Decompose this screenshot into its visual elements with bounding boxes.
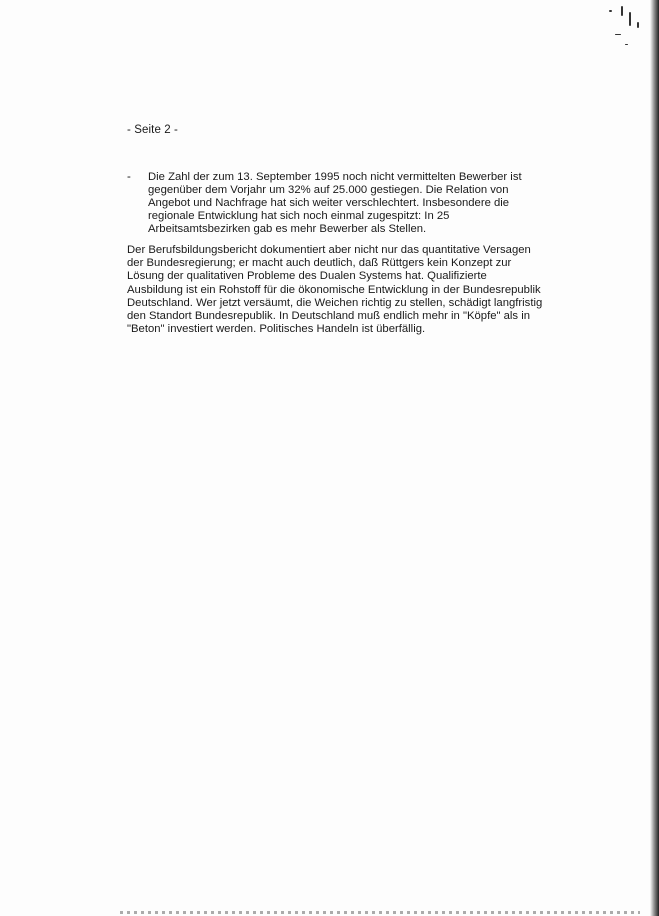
text-line: den Standort Bundesrepublik. In Deutschland muß endlich mehr in "Köpfe" als in xyxy=(127,310,531,323)
text-line: "Beton" investiert werden. Politisches Handeln ist überfällig. xyxy=(127,323,426,336)
text-line: regionale Entwicklung hat sich noch einmal zugespitzt: In 25 xyxy=(148,210,450,223)
text-line: Deutschland. Wer jetzt versäumt, die Weichen richtig zu stellen, schädigt langfristig xyxy=(127,296,543,309)
bullet-text xyxy=(148,171,547,236)
text-line: Angebot und Nachfrage hat sich weiter verschlechtert. Insbesondere die xyxy=(148,197,510,210)
scan-bottom-smudge xyxy=(120,911,640,914)
bullet-marker: - xyxy=(127,171,131,183)
scan-specks xyxy=(607,4,647,64)
bullet-item xyxy=(127,171,547,236)
text-line: Der Berufsbildungsbericht dokumentiert aber nicht nur das quantitative Versagen xyxy=(127,244,531,256)
body-paragraph xyxy=(127,244,567,336)
text-line: gegenüber dem Vorjahr um 32% auf 25.000 gestiegen. Die Relation von xyxy=(148,184,509,197)
text-line: Die Zahl der zum 13. September 1995 noch nicht vermittelten Bewerber ist xyxy=(148,171,522,183)
text-line: Lösung der qualitativen Probleme des Dualen Systems hat. Qualifizierte xyxy=(127,270,487,283)
scan-edge-shadow xyxy=(650,0,659,916)
text-line: Arbeitsamtsbezirken gab es mehr Bewerber als Stellen. xyxy=(148,223,427,236)
text-line: Ausbildung ist ein Rohstoff für die ökonomische Entwicklung in der Bundesrepublik xyxy=(127,283,541,296)
text-line: der Bundesregierung; er macht auch deutlich, daß Rüttgers kein Konzept zur xyxy=(127,257,512,270)
page-number: - Seite 2 - xyxy=(127,124,178,136)
